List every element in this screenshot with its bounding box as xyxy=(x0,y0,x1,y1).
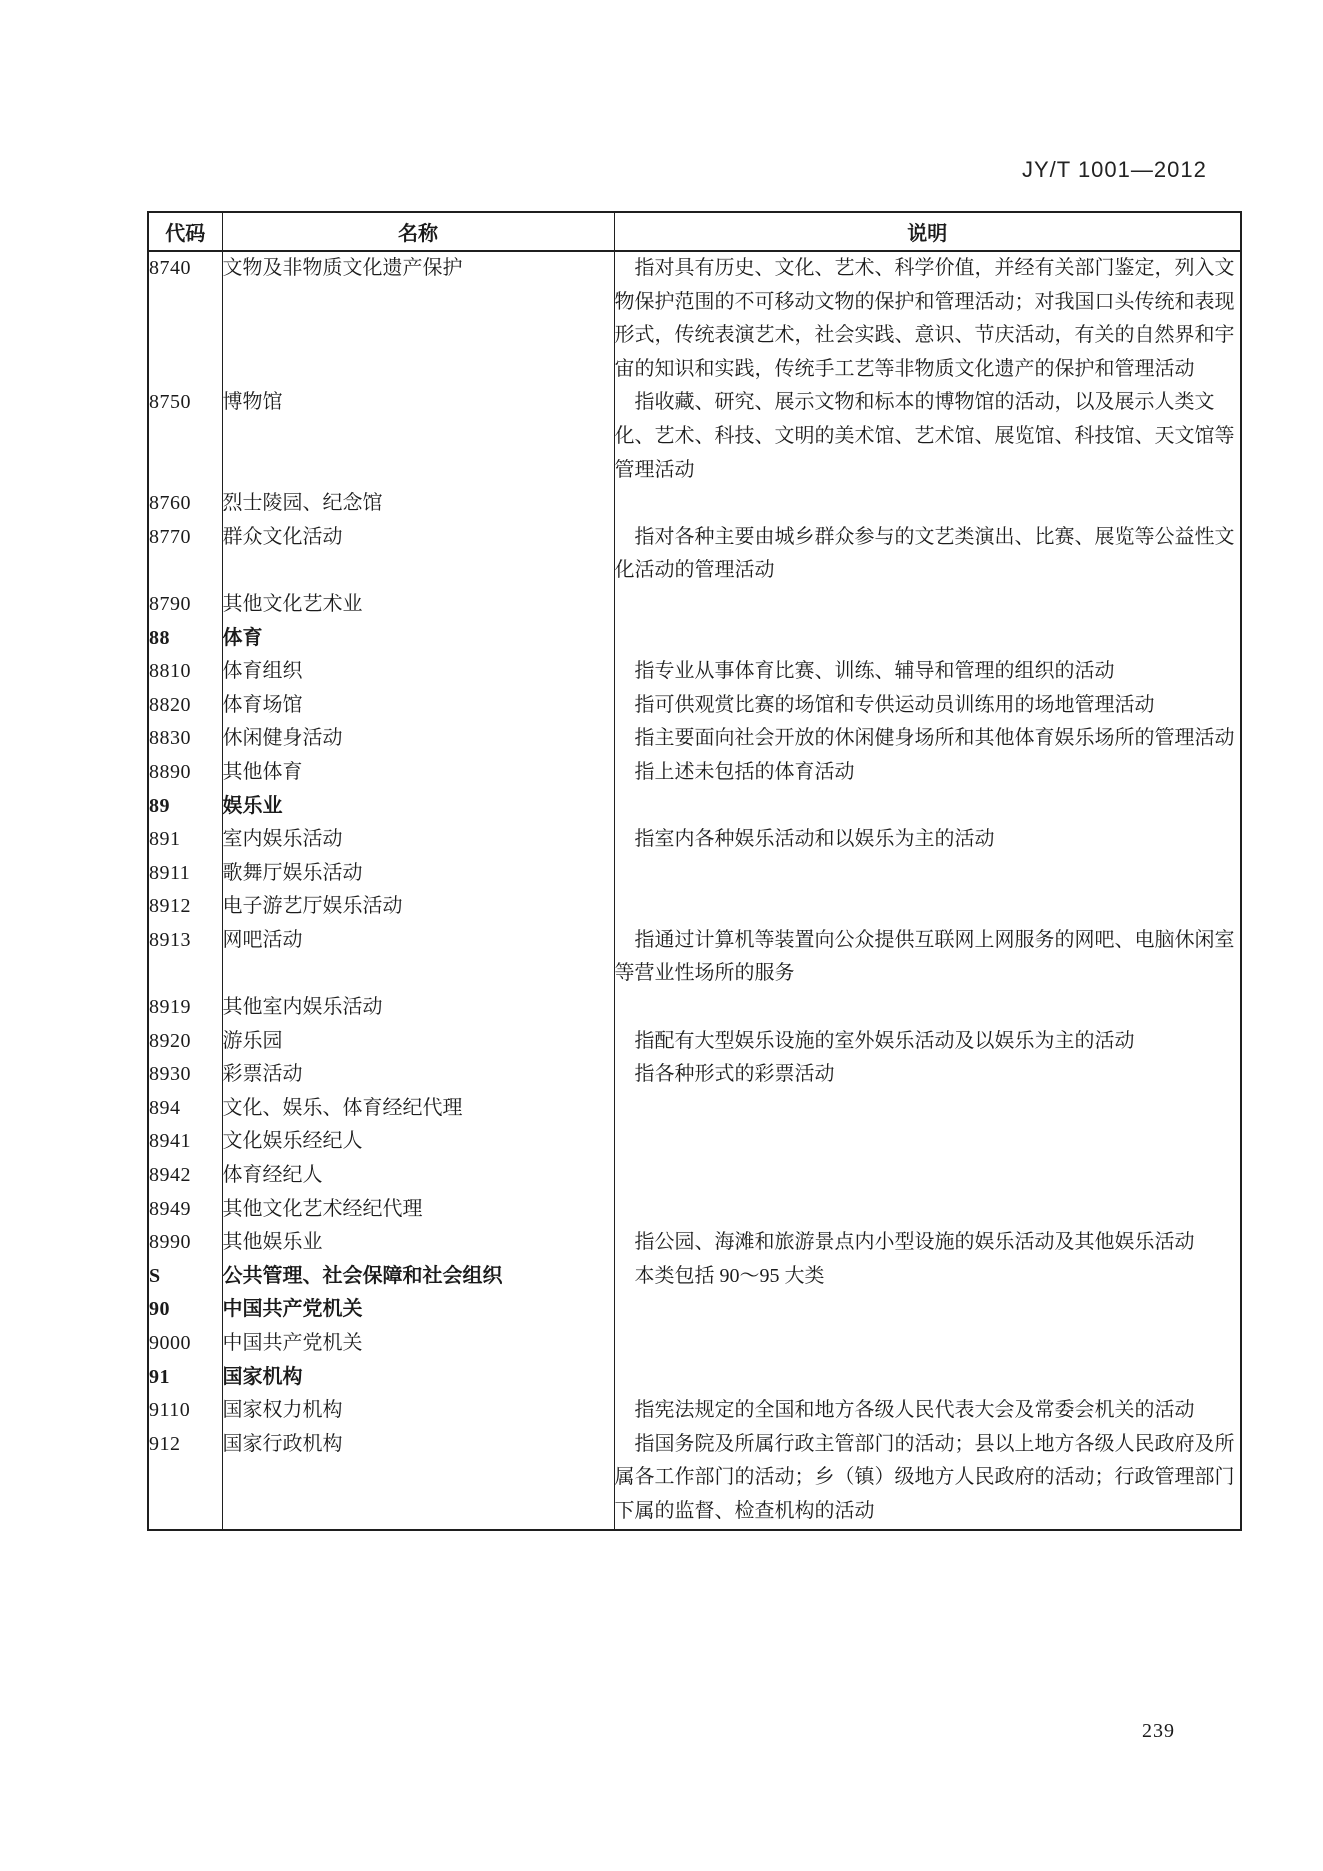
row-description xyxy=(614,857,1241,891)
table-row xyxy=(148,1125,1241,1159)
row-name: 其他体育 xyxy=(222,756,614,790)
row-description: 指宪法规定的全国和地方各级人民代表大会及常委会机关的活动 xyxy=(614,1394,1241,1428)
row-code: 8890 xyxy=(148,756,222,790)
table-row xyxy=(148,487,1241,521)
row-description xyxy=(614,790,1241,824)
row-code: 8990 xyxy=(148,1226,222,1260)
row-code: 912 xyxy=(148,1428,222,1530)
row-code: 8941 xyxy=(148,1125,222,1159)
row-description: 指通过计算机等装置向公众提供互联网上网服务的网吧、电脑休闲室等营业性场所的服务 xyxy=(614,924,1241,991)
page-number: 239 xyxy=(1142,1720,1175,1742)
table-row xyxy=(148,1226,1241,1260)
table-row xyxy=(148,722,1241,756)
table-row xyxy=(148,857,1241,891)
row-description: 本类包括 90～95 大类 xyxy=(614,1260,1241,1294)
row-code: 9000 xyxy=(148,1327,222,1361)
table-row xyxy=(148,1193,1241,1227)
table-row xyxy=(148,1394,1241,1428)
row-description xyxy=(614,588,1241,622)
table-row xyxy=(148,1293,1241,1327)
row-code: 8810 xyxy=(148,655,222,689)
row-name: 游乐园 xyxy=(222,1025,614,1059)
row-description xyxy=(614,1293,1241,1327)
table-row xyxy=(148,588,1241,622)
row-name: 中国共产党机关 xyxy=(222,1327,614,1361)
header-row xyxy=(148,212,1241,251)
table-row xyxy=(148,890,1241,924)
row-code: 891 xyxy=(148,823,222,857)
row-code: 8942 xyxy=(148,1159,222,1193)
table-row xyxy=(148,924,1241,991)
row-description: 指配有大型娱乐设施的室外娱乐活动及以娱乐为主的活动 xyxy=(614,1025,1241,1059)
standard-number-header: JY/T 1001—2012 xyxy=(1022,157,1207,182)
row-description xyxy=(614,1125,1241,1159)
table-row xyxy=(148,1428,1241,1530)
row-code: 8750 xyxy=(148,386,222,487)
row-code: 8760 xyxy=(148,487,222,521)
classification-table xyxy=(147,211,1242,1531)
row-code: 8790 xyxy=(148,588,222,622)
table-row xyxy=(148,1361,1241,1395)
row-name: 电子游艺厅娱乐活动 xyxy=(222,890,614,924)
table-row xyxy=(148,1327,1241,1361)
row-name: 文化娱乐经纪人 xyxy=(222,1125,614,1159)
table-body xyxy=(148,251,1241,1530)
table-row xyxy=(148,991,1241,1025)
row-description: 指室内各种娱乐活动和以娱乐为主的活动 xyxy=(614,823,1241,857)
column-header-name: 名称 xyxy=(222,212,614,251)
row-name: 娱乐业 xyxy=(222,790,614,824)
row-code: 88 xyxy=(148,622,222,656)
row-code: 8920 xyxy=(148,1025,222,1059)
column-header-code: 代码 xyxy=(148,212,222,251)
row-name: 体育组织 xyxy=(222,655,614,689)
table-row xyxy=(148,1159,1241,1193)
row-name: 歌舞厅娱乐活动 xyxy=(222,857,614,891)
row-name: 国家行政机构 xyxy=(222,1428,614,1530)
row-name: 其他文化艺术业 xyxy=(222,588,614,622)
row-code: 8919 xyxy=(148,991,222,1025)
row-name: 休闲健身活动 xyxy=(222,722,614,756)
table-row xyxy=(148,1058,1241,1092)
table-row xyxy=(148,386,1241,487)
row-code: 9110 xyxy=(148,1394,222,1428)
table-row xyxy=(148,521,1241,588)
row-code: 8930 xyxy=(148,1058,222,1092)
row-code: 8770 xyxy=(148,521,222,588)
table-header xyxy=(148,212,1241,251)
row-code: 894 xyxy=(148,1092,222,1126)
table-row xyxy=(148,823,1241,857)
row-description xyxy=(614,487,1241,521)
row-description: 指可供观赏比赛的场馆和专供运动员训练用的场地管理活动 xyxy=(614,689,1241,723)
row-description: 指对具有历史、文化、艺术、科学价值，并经有关部门鉴定，列入文物保护范围的不可移动文物的保护和管理活动；对我国口头传统和表现形式，传统表演艺术，社会实践、意识、节庆活动，有关的自然界和宇宙的知识和实践，传统手工艺等非物质文化遗产的保护和管理活动 xyxy=(614,251,1241,386)
table-row xyxy=(148,689,1241,723)
row-name: 其他娱乐业 xyxy=(222,1226,614,1260)
row-description: 指国务院及所属行政主管部门的活动；县以上地方各级人民政府及所属各工作部门的活动；乡（镇）级地方人民政府的活动；行政管理部门下属的监督、检查机构的活动 xyxy=(614,1428,1241,1530)
row-description xyxy=(614,1159,1241,1193)
row-description xyxy=(614,991,1241,1025)
row-code: 90 xyxy=(148,1293,222,1327)
row-description: 指公园、海滩和旅游景点内小型设施的娱乐活动及其他娱乐活动 xyxy=(614,1226,1241,1260)
row-name: 室内娱乐活动 xyxy=(222,823,614,857)
row-name: 文物及非物质文化遗产保护 xyxy=(222,251,614,386)
row-code: 8913 xyxy=(148,924,222,991)
row-name: 烈士陵园、纪念馆 xyxy=(222,487,614,521)
table-row xyxy=(148,655,1241,689)
row-name: 中国共产党机关 xyxy=(222,1293,614,1327)
row-name: 群众文化活动 xyxy=(222,521,614,588)
row-description xyxy=(614,622,1241,656)
row-code: S xyxy=(148,1260,222,1294)
row-code: 91 xyxy=(148,1361,222,1395)
row-description: 指上述未包括的体育活动 xyxy=(614,756,1241,790)
row-name: 国家权力机构 xyxy=(222,1394,614,1428)
table-row xyxy=(148,756,1241,790)
row-code: 8912 xyxy=(148,890,222,924)
row-description xyxy=(614,1193,1241,1227)
row-name: 其他文化艺术经纪代理 xyxy=(222,1193,614,1227)
row-description xyxy=(614,1361,1241,1395)
row-description: 指主要面向社会开放的休闲健身场所和其他体育娱乐场所的管理活动 xyxy=(614,722,1241,756)
row-code: 8911 xyxy=(148,857,222,891)
table-row xyxy=(148,790,1241,824)
row-name: 文化、娱乐、体育经纪代理 xyxy=(222,1092,614,1126)
row-name: 其他室内娱乐活动 xyxy=(222,991,614,1025)
row-name: 博物馆 xyxy=(222,386,614,487)
row-description: 指对各种主要由城乡群众参与的文艺类演出、比赛、展览等公益性文化活动的管理活动 xyxy=(614,521,1241,588)
row-description: 指专业从事体育比赛、训练、辅导和管理的组织的活动 xyxy=(614,655,1241,689)
row-name: 彩票活动 xyxy=(222,1058,614,1092)
row-name: 公共管理、社会保障和社会组织 xyxy=(222,1260,614,1294)
table-row xyxy=(148,622,1241,656)
row-name: 国家机构 xyxy=(222,1361,614,1395)
row-name: 网吧活动 xyxy=(222,924,614,991)
table-row xyxy=(148,1260,1241,1294)
table-row xyxy=(148,1025,1241,1059)
column-header-description: 说明 xyxy=(614,212,1241,251)
row-description xyxy=(614,1327,1241,1361)
row-name: 体育经纪人 xyxy=(222,1159,614,1193)
row-description xyxy=(614,890,1241,924)
table-row xyxy=(148,1092,1241,1126)
row-description: 指各种形式的彩票活动 xyxy=(614,1058,1241,1092)
row-name: 体育 xyxy=(222,622,614,656)
row-description xyxy=(614,1092,1241,1126)
row-code: 8820 xyxy=(148,689,222,723)
row-code: 89 xyxy=(148,790,222,824)
row-code: 8949 xyxy=(148,1193,222,1227)
row-description: 指收藏、研究、展示文物和标本的博物馆的活动，以及展示人类文化、艺术、科技、文明的美术馆、艺术馆、展览馆、科技馆、天文馆等管理活动 xyxy=(614,386,1241,487)
row-name: 体育场馆 xyxy=(222,689,614,723)
table-row xyxy=(148,251,1241,386)
row-code: 8740 xyxy=(148,251,222,386)
row-code: 8830 xyxy=(148,722,222,756)
